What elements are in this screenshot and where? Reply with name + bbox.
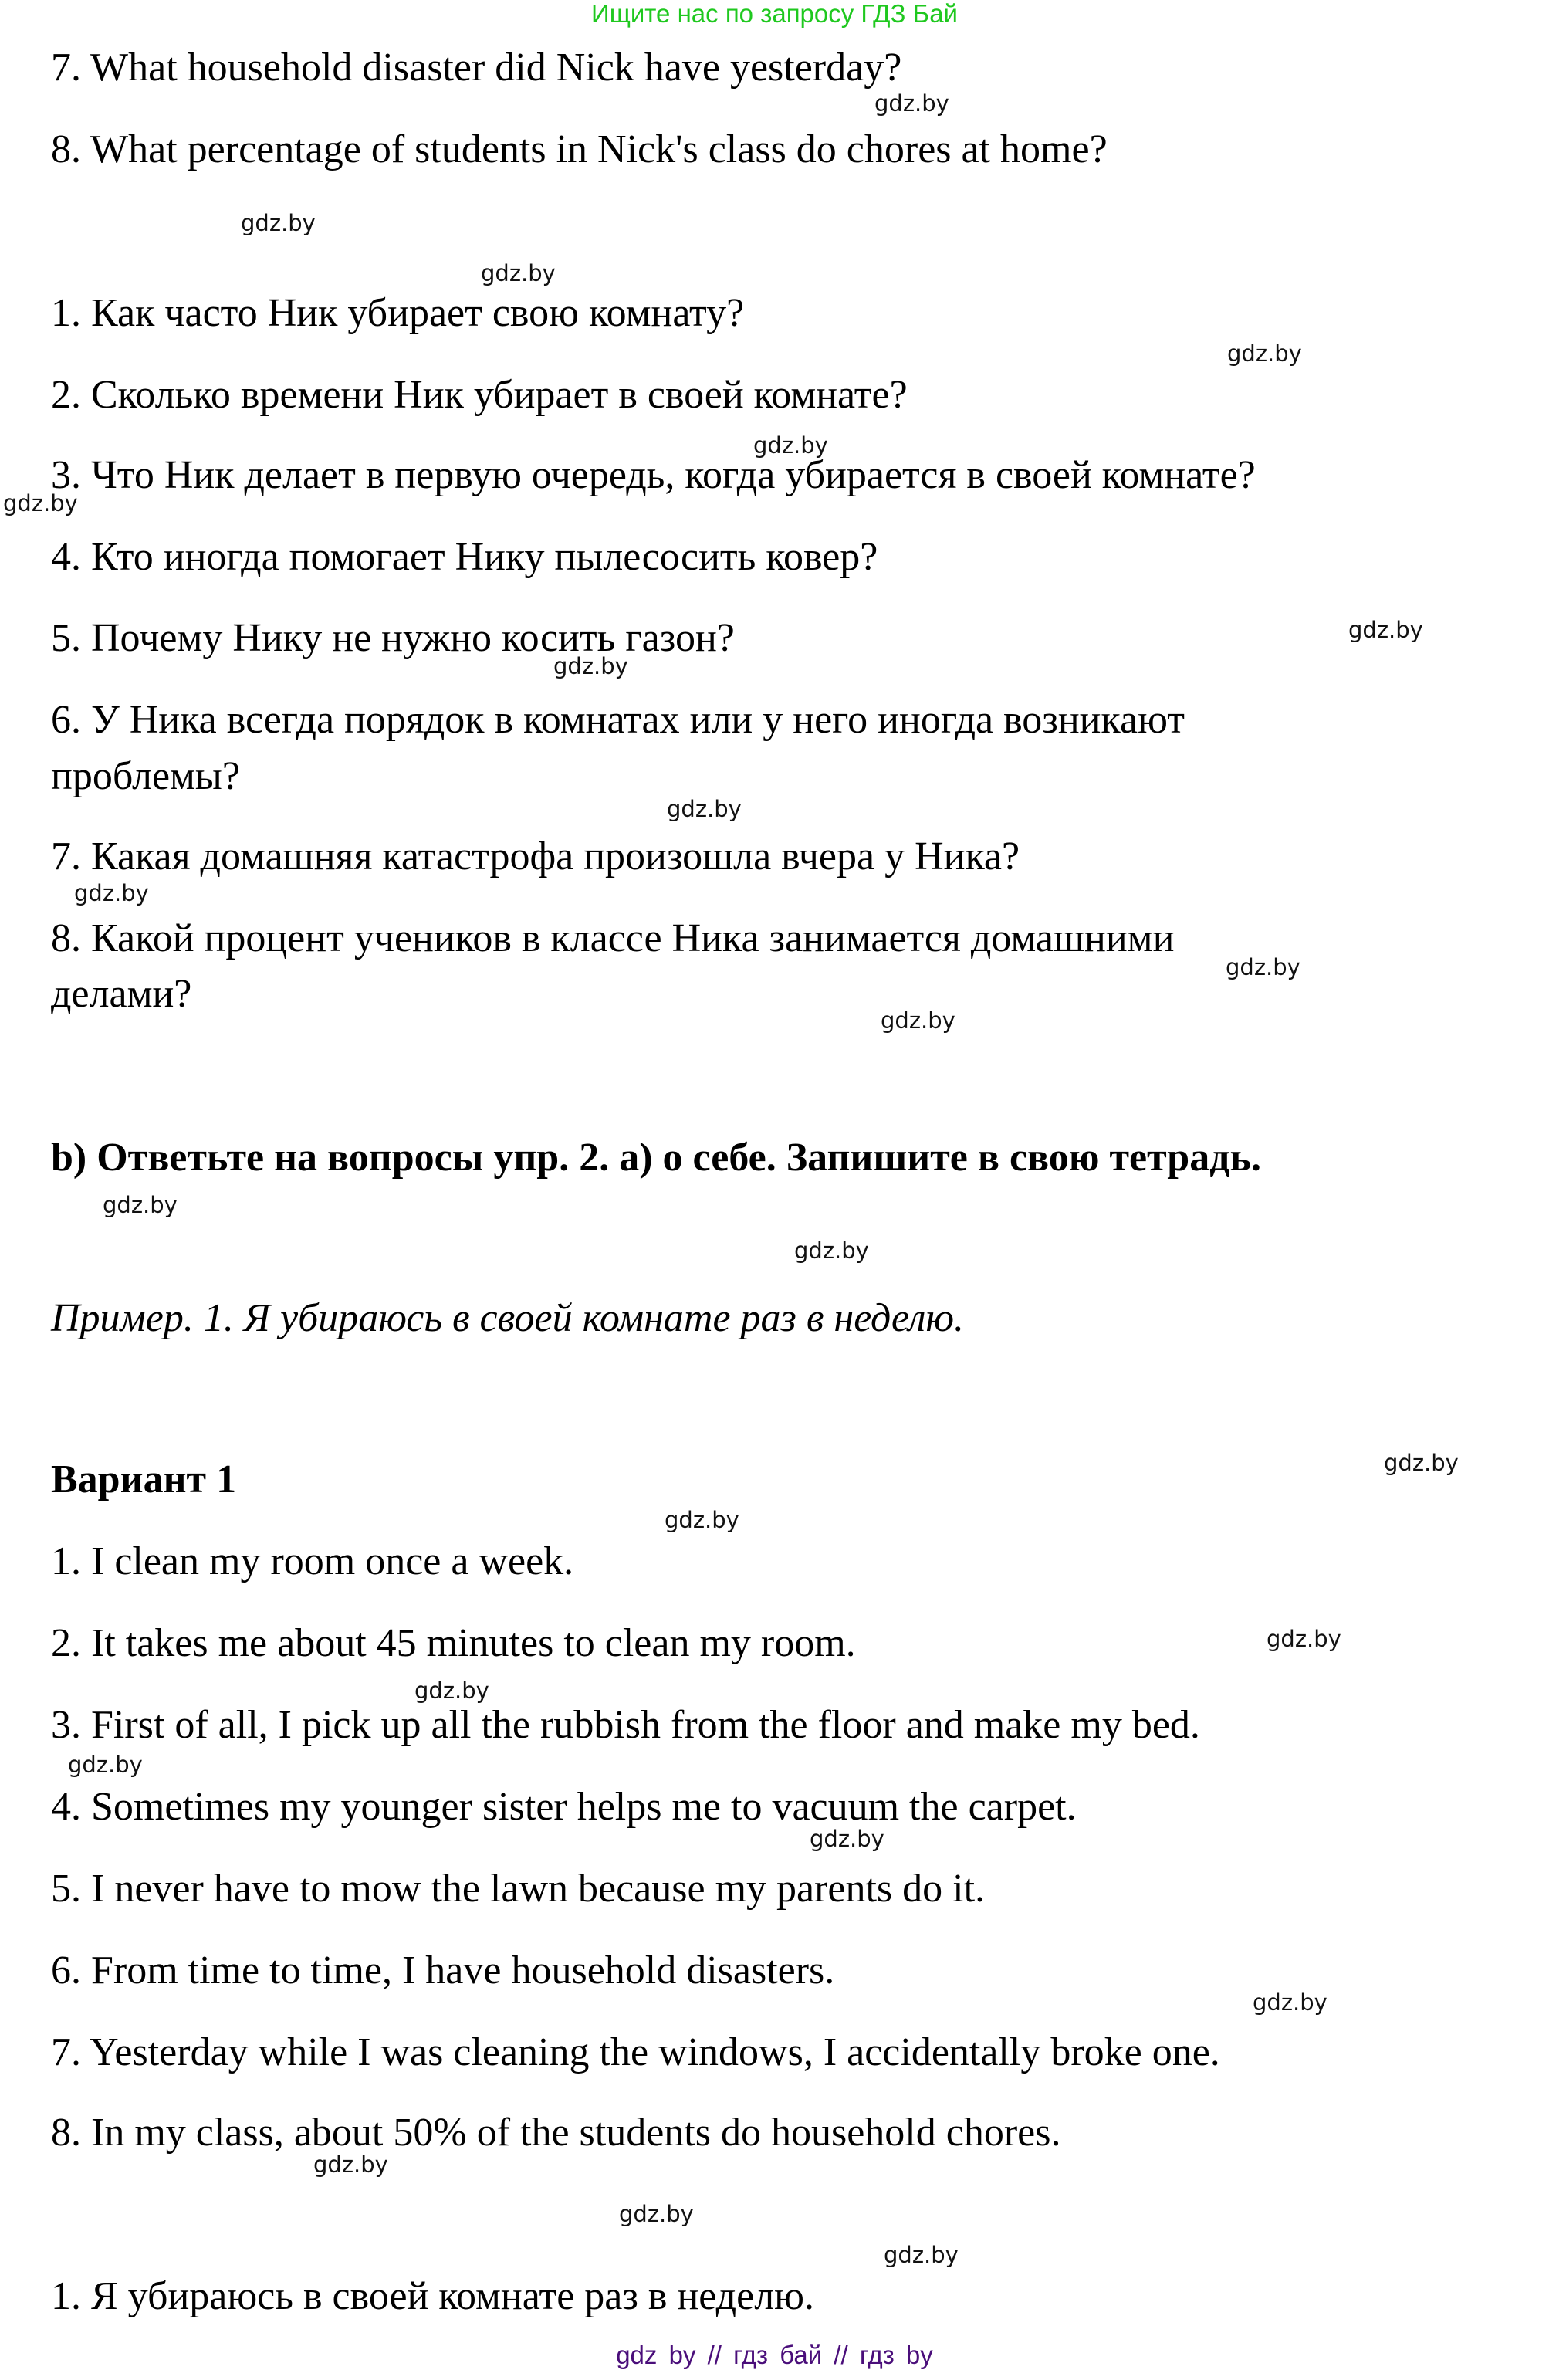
watermark: gdz.by <box>3 490 78 516</box>
top-banner: Ищите нас по запросу ГДЗ Бай <box>591 0 958 28</box>
answer-ru-1: 1. Я убираюсь в своей комнате раз в неделю. <box>51 2274 815 2318</box>
watermark: gdz.by <box>313 2151 388 2178</box>
answer-en-7: 7. Yesterday while I was cleaning the windows, I accidentally broke one. <box>51 2030 1220 2074</box>
watermark: gdz.by <box>481 260 556 286</box>
question-ru-3: 3. Что Ник делает в первую очередь, когда убирается в своей комнате? <box>51 453 1256 497</box>
watermark: gdz.by <box>753 432 828 459</box>
watermark: gdz.by <box>810 1826 884 1852</box>
variant-title: Вариант 1 <box>51 1457 237 1501</box>
answer-en-1: 1. I clean my room once a week. <box>51 1539 574 1583</box>
question-ru-4: 4. Кто иногда помогает Нику пылесосить ковер? <box>51 535 878 579</box>
watermark: gdz.by <box>1253 1989 1327 2016</box>
watermark: gdz.by <box>667 796 742 822</box>
watermark: gdz.by <box>1226 954 1300 980</box>
watermark: gdz.by <box>68 1752 143 1778</box>
watermark: gdz.by <box>414 1678 489 1704</box>
answer-en-2: 2. It takes me about 45 minutes to clean my room. <box>51 1621 856 1665</box>
watermark: gdz.by <box>881 1007 955 1034</box>
question-ru-6-continued: проблемы? <box>51 754 240 798</box>
question-ru-5: 5. Почему Нику не нужно косить газон? <box>51 616 735 660</box>
question-ru-7: 7. Какая домашняя катастрофа произошла вчера у Ника? <box>51 835 1020 879</box>
watermark: gdz.by <box>74 880 149 906</box>
watermark: gdz.by <box>619 2201 694 2227</box>
question-ru-1: 1. Как часто Ник убирает свою комнату? <box>51 291 745 335</box>
question-ru-8: 8. Какой процент учеников в классе Ника занимается домашними <box>51 916 1175 960</box>
watermark: gdz.by <box>103 1192 178 1218</box>
watermark: gdz.by <box>884 2242 959 2268</box>
answer-en-3: 3. First of all, I pick up all the rubbish from the floor and make my bed. <box>51 1703 1200 1747</box>
question-ru-2: 2. Сколько времени Ник убирает в своей комнате? <box>51 373 908 417</box>
watermark: gdz.by <box>665 1507 739 1533</box>
question-ru-6: 6. У Ника всегда порядок в комнатах или у него иногда возникают <box>51 698 1185 742</box>
bottom-banner: gdz by // гдз бай // гдз by <box>616 2341 933 2369</box>
watermark: gdz.by <box>1384 1450 1459 1476</box>
task-b-example: Пример. 1. Я убираюсь в своей комнате раз в неделю. <box>51 1296 965 1340</box>
watermark: gdz.by <box>874 90 949 117</box>
watermark: gdz.by <box>1227 340 1302 367</box>
watermark: gdz.by <box>553 653 628 679</box>
answer-en-6: 6. From time to time, I have household disasters. <box>51 1948 835 1992</box>
watermark: gdz.by <box>241 210 316 236</box>
answer-en-5: 5. I never have to mow the lawn because my parents do it. <box>51 1867 986 1911</box>
watermark: gdz.by <box>794 1237 869 1264</box>
answer-en-4: 4. Sometimes my younger sister helps me to vacuum the carpet. <box>51 1785 1077 1829</box>
watermark: gdz.by <box>1348 617 1423 643</box>
question-ru-8-continued: делами? <box>51 972 192 1016</box>
question-en-8: 8. What percentage of students in Nick's class do chores at home? <box>51 127 1108 171</box>
task-b-heading: b) Ответьте на вопросы упр. 2. a) о себе. Запишите в свою тетрадь. <box>51 1136 1262 1180</box>
watermark: gdz.by <box>1267 1626 1341 1652</box>
question-en-7: 7. What household disaster did Nick have yesterday? <box>51 46 902 90</box>
answer-en-8: 8. In my class, about 50% of the students do household chores. <box>51 2111 1061 2155</box>
